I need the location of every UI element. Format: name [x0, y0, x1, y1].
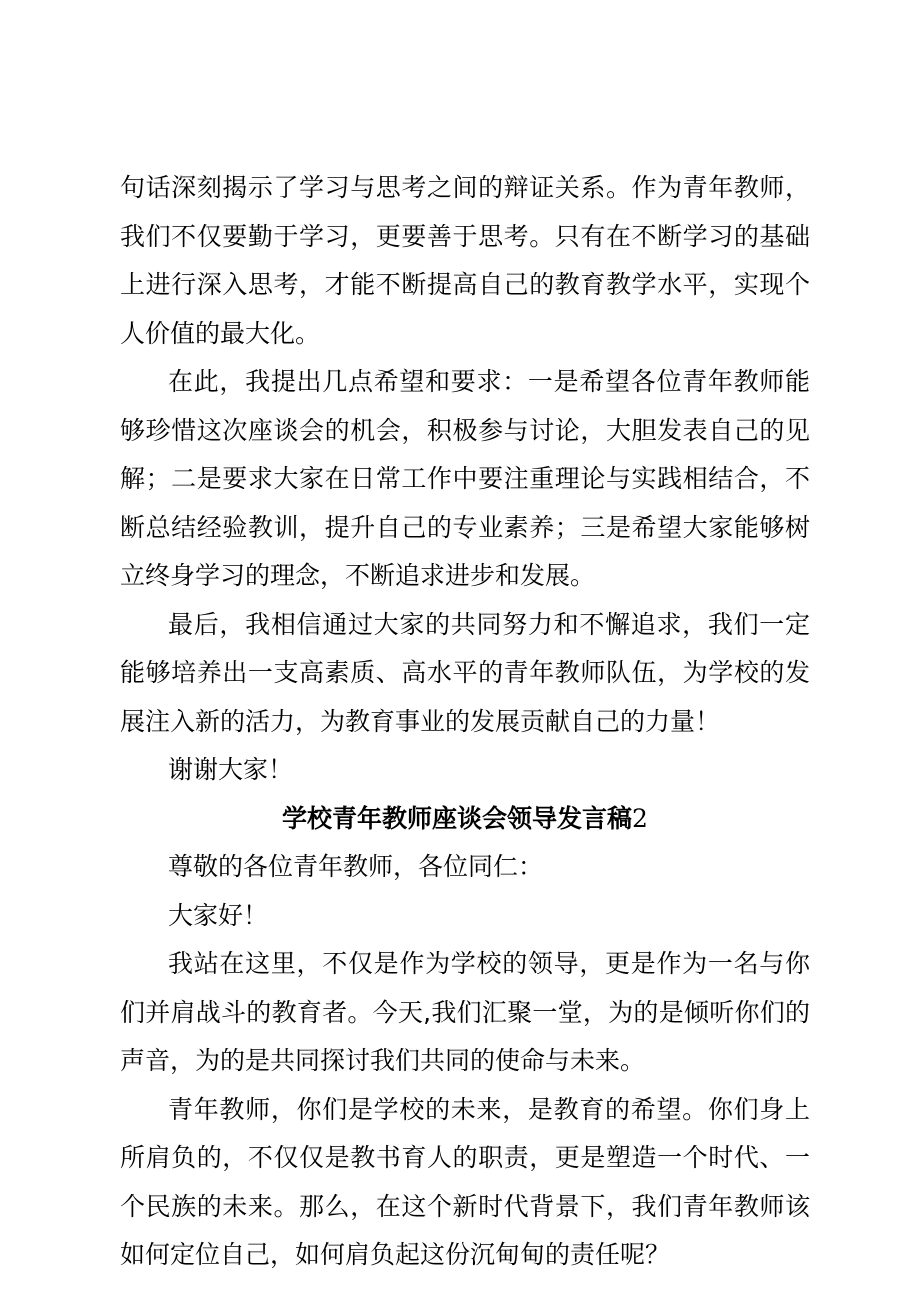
paragraph-closing: 最后，我相信通过大家的共同努力和不懈追求，我们一定能够培养出一支高素质、高水平的青年教师队伍，为学校的发展注入新的活力，为教育事业的发展贡献自己的力量！	[120, 609, 810, 736]
document-page	[120, 164, 810, 1280]
section-title-text: 学校青年教师座谈会领导发言稿	[282, 803, 633, 833]
section-title	[120, 795, 810, 844]
paragraph-intro: 我站在这里，不仅是作为学校的领导，更是作为一名与你们并肩战斗的教育者。今天,我们汇聚一堂，为的是倾听你们的声音，为的是共同探讨我们共同的使命与未来。	[120, 949, 810, 1075]
paragraph-future: 青年教师，你们是学校的未来，是教育的希望。你们身上所肩负的，不仅仅是教书育人的职责，更是塑造一个时代、一个民族的未来。那么，在这个新时代背景下，我们青年教师该如何定位自己，如何肩负起这份沉甸甸的责任呢？	[120, 1094, 810, 1269]
section-title-number: 2	[632, 803, 648, 833]
paragraph-hopes: 在此，我提出几点希望和要求：一是希望各位青年教师能够珍惜这次座谈会的机会，积极参与讨论，大胆发表自己的见解；二是要求大家在日常工作中要注重理论与实践相结合，不断总结经验教训，提升自己的专业素养；三是希望大家能够树立终身学习的理念，不断追求进步和发展。	[120, 367, 810, 590]
paragraph-continued: 句话深刻揭示了学习与思考之间的辩证关系。作为青年教师，我们不仅要勤于学习，更要善于思考。只有在不断学习的基础上进行深入思考，才能不断提高自己的教育教学水平，实现个人价值的最大化。	[120, 173, 810, 348]
paragraph-thanks: 谢谢大家！	[168, 755, 294, 784]
salutation: 尊敬的各位青年教师，各位同仁：	[168, 852, 544, 881]
greeting: 大家好！	[168, 900, 269, 930]
